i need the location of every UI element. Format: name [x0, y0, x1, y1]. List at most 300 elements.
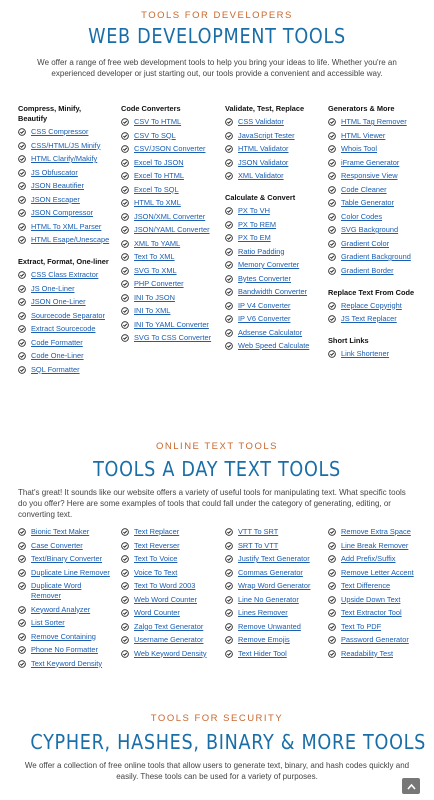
- dev-eyebrow: TOOLS FOR DEVELOPERS: [141, 10, 293, 21]
- list-item: [225, 541, 321, 551]
- list-item: [121, 131, 217, 141]
- check-circle-icon: [225, 172, 233, 180]
- check-circle-icon: [18, 606, 26, 614]
- list-item: [225, 341, 317, 351]
- chevron-up-icon: [407, 783, 416, 790]
- check-circle-icon: [18, 555, 26, 563]
- check-circle-icon: [328, 226, 336, 234]
- tool-link-text-replacer[interactable]: Text Replacer: [134, 527, 180, 536]
- tool-link-svg-background[interactable]: SVG Background: [341, 225, 399, 234]
- dev-title: WEB DEVELOPMENT TOOLS: [88, 24, 346, 48]
- check-circle-icon: [121, 186, 129, 194]
- security-description: We offer a collection of free online tools that allow users to generate text, binary, and hash codes quickly and easily. These tools can be used for a variety of purposes.: [24, 761, 410, 781]
- tool-link-json-xml-converter[interactable]: JSON/XML Converter: [134, 211, 206, 221]
- list-item: [225, 274, 317, 284]
- check-circle-icon: [225, 288, 233, 296]
- tool-group: [225, 527, 321, 659]
- tool-link-css-class-extractor[interactable]: CSS Class Extractor: [31, 270, 99, 279]
- check-circle-icon: [121, 609, 129, 617]
- tool-link-text-to-voice[interactable]: Text To Voice: [134, 554, 178, 563]
- list-item: [18, 554, 110, 564]
- list-item: [121, 581, 217, 591]
- tool-link-add-prefix-suffix[interactable]: Add Prefix/Suffix: [341, 554, 396, 563]
- tool-link-ini-to-json[interactable]: INI To JSON: [134, 292, 175, 302]
- check-circle-icon: [18, 660, 26, 668]
- tool-group-title: Extract, Format, One-liner: [18, 257, 109, 266]
- tool-link-js-obfuscator[interactable]: JS Obfuscator: [31, 167, 78, 177]
- tool-link-ratio-padding[interactable]: Ratio Padding: [238, 246, 285, 256]
- tool-link-color-codes[interactable]: Color Codes: [341, 211, 383, 221]
- text-column-1: [18, 527, 110, 672]
- list-item: [328, 314, 426, 324]
- check-circle-icon: [18, 619, 26, 627]
- check-circle-icon: [225, 159, 233, 167]
- tool-link-line-no-generator[interactable]: Line No Generator: [238, 594, 299, 604]
- list-item: [18, 568, 110, 578]
- check-circle-icon: [328, 650, 336, 658]
- dev-column-4: [328, 104, 426, 363]
- list-item: [121, 541, 217, 551]
- check-circle-icon: [18, 155, 26, 163]
- check-circle-icon: [121, 294, 129, 302]
- tool-link-remove-emojis[interactable]: Remove Emojis: [238, 635, 290, 644]
- tool-link-excel-to-json[interactable]: Excel To JSON: [134, 157, 184, 167]
- tool-link-text-keyword-density[interactable]: Text Keyword Density: [31, 658, 103, 668]
- list-item: [225, 301, 317, 311]
- security-title: CYPHER, HASHES, BINARY & MORE TOOLS: [30, 730, 427, 754]
- security-section-header: [0, 713, 434, 782]
- tool-link-excel-to-sql[interactable]: Excel To SQL: [134, 184, 179, 194]
- list-item: [328, 301, 426, 311]
- list-item: [328, 198, 426, 208]
- tool-link-bionic-text-maker[interactable]: Bionic Text Maker: [31, 527, 90, 536]
- check-circle-icon: [328, 145, 336, 153]
- dev-section-header: [0, 10, 434, 79]
- list-item: [225, 649, 321, 659]
- list-item: [225, 220, 317, 230]
- tool-link-json-compressor[interactable]: JSON Compressor: [31, 208, 94, 217]
- tool-link-px-to-vh[interactable]: PX To VH: [238, 206, 270, 215]
- check-circle-icon: [18, 182, 26, 190]
- list-item: [121, 198, 217, 208]
- check-circle-icon: [18, 325, 26, 333]
- tool-link-text-difference[interactable]: Text Difference: [341, 581, 391, 590]
- list-item: [121, 171, 217, 181]
- list-item: [18, 365, 110, 375]
- tool-link-gradient-color[interactable]: Gradient Color: [341, 238, 390, 248]
- check-circle-icon: [18, 223, 26, 231]
- list-item: [18, 181, 110, 191]
- list-item: [121, 320, 217, 330]
- list-item: [18, 195, 110, 205]
- tool-link-text-hider-tool[interactable]: Text Hider Tool: [238, 648, 287, 658]
- tool-link-html-to-xml[interactable]: HTML To XML: [134, 198, 181, 207]
- tool-link-html-tag-remover[interactable]: HTML Tag Remover: [341, 117, 407, 126]
- list-item: [121, 185, 217, 195]
- list-item: [225, 144, 317, 154]
- list-item: [225, 117, 317, 127]
- check-circle-icon: [328, 315, 336, 323]
- check-circle-icon: [121, 307, 129, 315]
- list-item: [18, 208, 110, 218]
- list-item: [18, 645, 110, 655]
- tool-link-whois-tool[interactable]: Whois Tool: [341, 144, 378, 153]
- list-item: [121, 554, 217, 564]
- check-circle-icon: [121, 542, 129, 550]
- list-item: [225, 608, 321, 618]
- tool-link-phone-no-formatter[interactable]: Phone No Formatter: [31, 645, 98, 654]
- tool-link-xml-validator[interactable]: XML Validator: [238, 171, 284, 180]
- list-item: [18, 581, 110, 601]
- check-circle-icon: [328, 582, 336, 590]
- list-item: [18, 527, 110, 537]
- list-item: [121, 239, 217, 249]
- check-circle-icon: [225, 582, 233, 590]
- tool-link-html-clarify-makify[interactable]: HTML Clarify/Makify: [31, 154, 98, 163]
- check-circle-icon: [18, 339, 26, 347]
- dev-description: We offer a range of free web development tools to help you bring your ideas to life. Whether you're an experienced developer or just starting out, our tools provide a convenient and accessible way.: [37, 58, 397, 78]
- list-item: [18, 338, 110, 348]
- check-circle-icon: [225, 132, 233, 140]
- list-item: [121, 158, 217, 168]
- check-circle-icon: [225, 248, 233, 256]
- list-item: [328, 635, 426, 645]
- tool-link-text-to-xml[interactable]: Text To XML: [134, 252, 175, 261]
- tool-link-web-keyword-density[interactable]: Web Keyword Density: [134, 648, 207, 658]
- check-circle-icon: [121, 118, 129, 126]
- check-circle-icon: [328, 555, 336, 563]
- tool-link-password-generator[interactable]: Password Generator: [341, 635, 409, 644]
- list-item: [328, 144, 426, 154]
- list-item: [18, 168, 110, 178]
- tool-link-html-viewer[interactable]: HTML Viewer: [341, 130, 386, 140]
- list-item: [18, 311, 110, 321]
- tool-link-sourcecode-separator[interactable]: Sourcecode Separator: [31, 310, 105, 320]
- list-item: [225, 158, 317, 168]
- list-item: [225, 131, 317, 141]
- check-circle-icon: [121, 528, 129, 536]
- check-circle-icon: [328, 302, 336, 310]
- tool-group-title: Generators & More: [328, 104, 395, 113]
- tool-link-vtt-to-srt[interactable]: VTT To SRT: [238, 527, 279, 536]
- tool-link-justify-text-generator[interactable]: Justify Text Generator: [238, 554, 310, 563]
- check-circle-icon: [225, 569, 233, 577]
- tool-link-remove-extra-space[interactable]: Remove Extra Space: [341, 527, 411, 536]
- list-item: [328, 541, 426, 551]
- check-circle-icon: [225, 234, 233, 242]
- check-circle-icon: [18, 569, 26, 577]
- tool-link-csv-json-converter[interactable]: CSV/JSON Converter: [134, 144, 206, 153]
- list-item: [225, 635, 321, 645]
- tool-link-csv-to-sql[interactable]: CSV To SQL: [134, 130, 176, 140]
- text-tool-columns: [0, 527, 434, 687]
- tool-link-ip-v6-converter[interactable]: IP V6 Converter: [238, 314, 291, 323]
- list-item: [328, 608, 426, 618]
- check-circle-icon: [121, 145, 129, 153]
- tool-link-remove-containing[interactable]: Remove Containing: [31, 631, 96, 641]
- tool-group-title: Code Converters: [121, 104, 181, 113]
- check-circle-icon: [328, 213, 336, 221]
- check-circle-icon: [18, 271, 26, 279]
- check-circle-icon: [328, 240, 336, 248]
- list-item: [225, 554, 321, 564]
- list-item: [225, 206, 317, 216]
- text-title: TOOLS A DAY TEXT TOOLS: [93, 457, 341, 481]
- check-circle-icon: [121, 582, 129, 590]
- check-circle-icon: [225, 275, 233, 283]
- check-circle-icon: [328, 569, 336, 577]
- tool-group: [121, 104, 217, 343]
- check-circle-icon: [121, 650, 129, 658]
- check-circle-icon: [18, 366, 26, 374]
- tool-link-code-cleaner[interactable]: Code Cleaner: [341, 184, 387, 194]
- tool-group-title: Calculate & Convert: [225, 193, 296, 202]
- tool-link-text-extractor-tool[interactable]: Text Extractor Tool: [341, 608, 402, 617]
- tool-link-iframe-generator[interactable]: iFrame Generator: [341, 157, 400, 167]
- tool-link-list-sorter[interactable]: List Sorter: [31, 618, 65, 627]
- tool-link-username-generator[interactable]: Username Generator: [134, 635, 204, 644]
- tool-link-gradient-background[interactable]: Gradient Background: [341, 252, 411, 261]
- tool-link-bytes-converter[interactable]: Bytes Converter: [238, 273, 291, 283]
- list-item: [121, 568, 217, 578]
- dev-column-2: [121, 104, 217, 347]
- text-section-header: [0, 441, 434, 520]
- check-circle-icon: [225, 542, 233, 550]
- check-circle-icon: [121, 132, 129, 140]
- list-item: [225, 568, 321, 578]
- scroll-to-top-button[interactable]: [402, 778, 420, 794]
- list-item: [225, 581, 321, 591]
- tool-link-keyword-analyzer[interactable]: Keyword Analyzer: [31, 604, 91, 614]
- check-circle-icon: [225, 302, 233, 310]
- list-item: [225, 171, 317, 181]
- tool-link-memory-converter[interactable]: Memory Converter: [238, 260, 300, 269]
- check-circle-icon: [328, 118, 336, 126]
- check-circle-icon: [18, 312, 26, 320]
- tool-link-zalgo-text-generator[interactable]: Zalgo Text Generator: [134, 621, 204, 631]
- tool-group: [18, 257, 110, 375]
- check-circle-icon: [225, 555, 233, 563]
- check-circle-icon: [18, 142, 26, 150]
- check-circle-icon: [18, 209, 26, 217]
- tool-link-text-reverser[interactable]: Text Reverser: [134, 540, 180, 550]
- list-item: [121, 117, 217, 127]
- tool-link-srt-to-vtt[interactable]: SRT To VTT: [238, 540, 279, 550]
- tool-link-json-yaml-converter[interactable]: JSON/YAML Converter: [134, 225, 210, 234]
- check-circle-icon: [225, 261, 233, 269]
- list-item: [121, 279, 217, 289]
- tool-link-remove-letter-accent[interactable]: Remove Letter Accent: [341, 567, 414, 577]
- list-item: [18, 154, 110, 164]
- check-circle-icon: [121, 226, 129, 234]
- check-circle-icon: [121, 172, 129, 180]
- tool-link-word-counter[interactable]: Word Counter: [134, 608, 180, 617]
- list-item: [328, 158, 426, 168]
- list-item: [225, 233, 317, 243]
- tool-link-json-one-liner[interactable]: JSON One-Liner: [31, 297, 86, 306]
- check-circle-icon: [121, 253, 129, 261]
- check-circle-icon: [18, 352, 26, 360]
- check-circle-icon: [225, 207, 233, 215]
- list-item: [121, 225, 217, 235]
- list-item: [18, 618, 110, 628]
- list-item: [328, 649, 426, 659]
- tool-link-extract-sourcecode[interactable]: Extract Sourcecode: [31, 324, 96, 333]
- tool-link-wrap-word-generator[interactable]: Wrap Word Generator: [238, 581, 311, 590]
- tool-link-html-esape-unescape[interactable]: HTML Esape/Unescape: [31, 235, 110, 244]
- tool-link-responsive-view[interactable]: Responsive View: [341, 171, 398, 180]
- tool-link-bandwidth-converter[interactable]: Bandwidth Converter: [238, 287, 308, 296]
- tool-link-css-validator[interactable]: CSS Validator: [238, 117, 284, 126]
- tool-link-php-converter[interactable]: PHP Converter: [134, 279, 184, 288]
- tool-link-px-to-em[interactable]: PX To EM: [238, 233, 271, 242]
- list-item: [18, 127, 110, 137]
- list-item: [225, 260, 317, 270]
- list-item: [18, 284, 110, 294]
- tool-group: [328, 288, 426, 325]
- check-circle-icon: [18, 169, 26, 177]
- tool-link-sql-formatter[interactable]: SQL Formatter: [31, 364, 80, 374]
- tool-link-table-generator[interactable]: Table Generator: [341, 198, 394, 207]
- tool-link-remove-unwanted[interactable]: Remove Unwanted: [238, 621, 301, 631]
- tool-link-line-break-remover[interactable]: Line Break Remover: [341, 540, 409, 550]
- tool-link-voice-to-text[interactable]: Voice To Text: [134, 567, 178, 577]
- list-item: [225, 287, 317, 297]
- tool-link-commas-generator[interactable]: Commas Generator: [238, 567, 303, 577]
- list-item: [18, 297, 110, 307]
- check-circle-icon: [121, 321, 129, 329]
- tool-link-replace-copyright[interactable]: Replace Copyright: [341, 300, 402, 310]
- tool-link-text-to-word-2003[interactable]: Text To Word 2003: [134, 581, 196, 590]
- tool-link-css-html-js-minify[interactable]: CSS/HTML/JS Minify: [31, 140, 101, 150]
- tool-link-css-compressor[interactable]: CSS Compressor: [31, 127, 89, 136]
- tool-link-lines-remover[interactable]: Lines Remover: [238, 608, 288, 617]
- check-circle-icon: [328, 253, 336, 261]
- tool-link-ini-to-xml[interactable]: INI To XML: [134, 306, 171, 315]
- tool-link-ip-v4-converter[interactable]: IP V4 Converter: [238, 300, 291, 310]
- list-item: [121, 649, 217, 659]
- list-item: [121, 212, 217, 222]
- check-circle-icon: [328, 609, 336, 617]
- check-circle-icon: [225, 342, 233, 350]
- list-item: [121, 252, 217, 262]
- tool-link-ini-to-yaml-converter[interactable]: INI To YAML Converter: [134, 319, 209, 329]
- list-item: [225, 328, 317, 338]
- tool-link-json-beautifier[interactable]: JSON Beautifier: [31, 181, 84, 190]
- list-item: [328, 171, 426, 181]
- tool-link-readability-test[interactable]: Readability Test: [341, 648, 394, 658]
- tool-link-html-validator[interactable]: HTML Validator: [238, 144, 289, 153]
- check-circle-icon: [121, 623, 129, 631]
- dev-column-3: [225, 104, 317, 355]
- tool-link-js-text-replacer[interactable]: JS Text Replacer: [341, 314, 397, 323]
- tool-link-svg-to-css-converter[interactable]: SVG To CSS Converter: [134, 333, 212, 342]
- tool-link-text-binary-converter[interactable]: Text/Binary Converter: [31, 554, 103, 563]
- list-item: [121, 266, 217, 276]
- tool-link-js-one-liner[interactable]: JS One-Liner: [31, 283, 75, 293]
- tool-link-code-one-liner[interactable]: Code One-Liner: [31, 351, 84, 360]
- tool-group-title: Replace Text From Code: [328, 287, 415, 297]
- list-item: [121, 144, 217, 154]
- check-circle-icon: [328, 528, 336, 536]
- list-item: [328, 212, 426, 222]
- tool-link-link-shortener[interactable]: Link Shortener: [341, 349, 390, 358]
- security-eyebrow: TOOLS FOR SECURITY: [150, 713, 284, 724]
- check-circle-icon: [18, 542, 26, 550]
- list-item: [328, 131, 426, 141]
- tool-link-javascript-tester[interactable]: JavaScript Tester: [238, 130, 295, 140]
- tool-link-svg-to-xml[interactable]: SVG To XML: [134, 265, 177, 275]
- dev-tool-columns: [0, 104, 434, 434]
- list-item: [328, 266, 426, 276]
- check-circle-icon: [225, 145, 233, 153]
- list-item: [18, 141, 110, 151]
- tool-link-csv-to-html[interactable]: CSV To HTML: [134, 117, 182, 126]
- list-item: [121, 608, 217, 618]
- check-circle-icon: [18, 285, 26, 293]
- check-circle-icon: [328, 132, 336, 140]
- list-item: [328, 527, 426, 537]
- tool-link-web-word-counter[interactable]: Web Word Counter: [134, 594, 197, 604]
- check-circle-icon: [328, 350, 336, 358]
- check-circle-icon: [18, 528, 26, 536]
- tool-link-excel-to-html[interactable]: Excel To HTML: [134, 171, 184, 180]
- tool-link-json-escaper[interactable]: JSON Escaper: [31, 194, 80, 204]
- tool-link-code-formatter[interactable]: Code Formatter: [31, 337, 83, 347]
- list-item: [328, 117, 426, 127]
- list-item: [18, 222, 110, 232]
- tool-group-title: Validate, Test, Replace: [225, 104, 305, 113]
- tool-group-title: Short Links: [328, 336, 369, 345]
- tool-link-web-speed-calculate[interactable]: Web Speed Calculate: [238, 341, 310, 350]
- check-circle-icon: [225, 315, 233, 323]
- tool-link-duplicate-word-remover[interactable]: Duplicate Word Remover: [31, 581, 82, 600]
- text-description: That's great! It sounds like our website offers a variety of useful tools for manipulating text. What specific tools do you offer? Here are some examples of tools that could fall under the category of generating, editing, or converting text.: [18, 488, 406, 519]
- tool-link-text-to-pdf[interactable]: Text To PDF: [341, 621, 382, 631]
- tool-link-upside-down-text[interactable]: Upside Down Text: [341, 594, 401, 604]
- tool-group: [225, 193, 317, 351]
- check-circle-icon: [225, 118, 233, 126]
- list-item: [121, 595, 217, 605]
- tool-link-px-to-rem[interactable]: PX To REM: [238, 219, 277, 229]
- tool-link-json-validator[interactable]: JSON Validator: [238, 157, 289, 167]
- tool-link-case-converter[interactable]: Case Converter: [31, 540, 83, 550]
- tool-link-xml-to-yaml[interactable]: XML To YAML: [134, 238, 181, 248]
- check-circle-icon: [121, 159, 129, 167]
- check-circle-icon: [18, 582, 26, 590]
- check-circle-icon: [225, 636, 233, 644]
- check-circle-icon: [121, 199, 129, 207]
- tool-group: [225, 104, 317, 181]
- check-circle-icon: [18, 196, 26, 204]
- check-circle-icon: [121, 596, 129, 604]
- tool-link-adsense-calculator[interactable]: Adsense Calculator: [238, 327, 303, 337]
- tool-link-html-to-xml-parser[interactable]: HTML To XML Parser: [31, 221, 102, 231]
- list-item: [121, 293, 217, 303]
- text-column-2: [121, 527, 217, 662]
- check-circle-icon: [18, 646, 26, 654]
- tool-group: [18, 104, 110, 245]
- check-circle-icon: [328, 199, 336, 207]
- tool-group-title: Compress, Minify, Beautify: [18, 104, 82, 123]
- tool-link-duplicate-line-remover[interactable]: Duplicate Line Remover: [31, 567, 110, 577]
- check-circle-icon: [328, 159, 336, 167]
- list-item: [121, 527, 217, 537]
- list-item: [121, 306, 217, 316]
- tool-link-gradient-border[interactable]: Gradient Border: [341, 265, 394, 275]
- list-item: [328, 225, 426, 235]
- list-item: [225, 595, 321, 605]
